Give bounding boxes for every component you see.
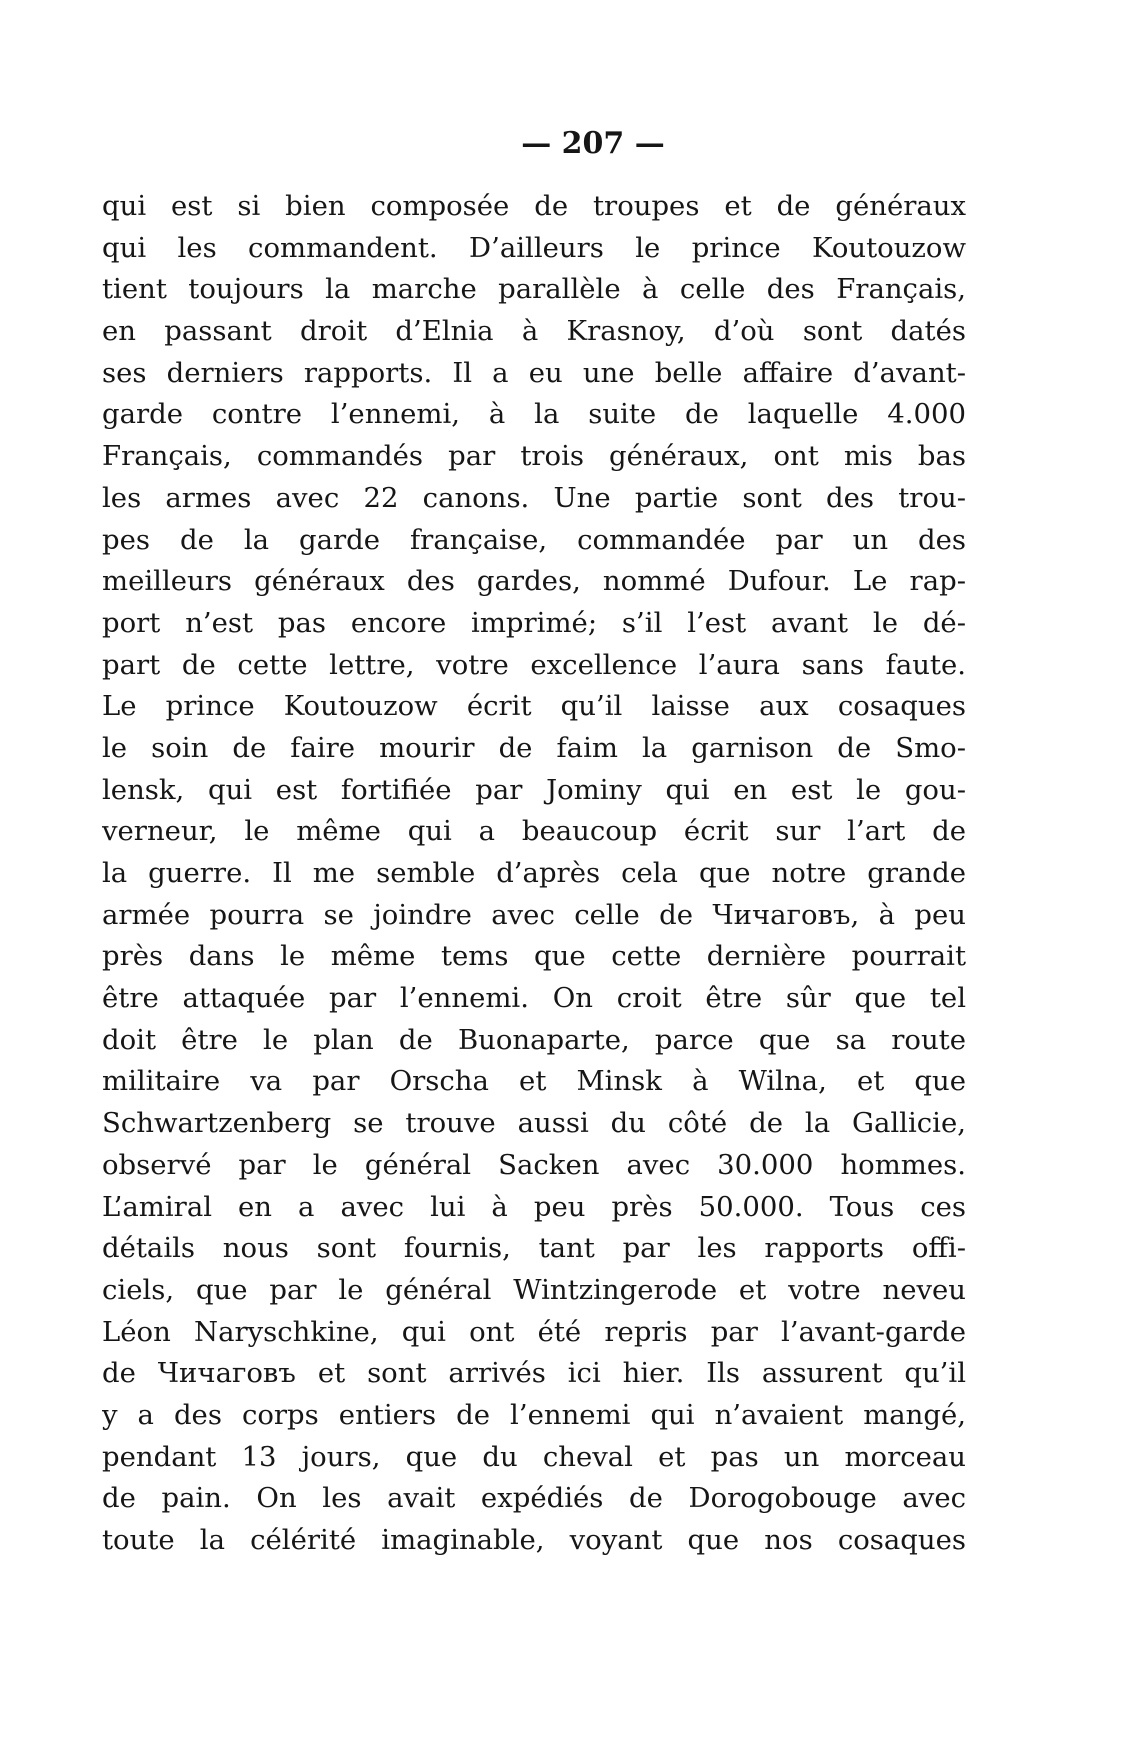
text-line: de pain. On les avait expédiés de Dorogobouge avec xyxy=(102,1482,966,1515)
text-line: Le prince Koutouzow écrit qu’il laisse aux cosaques xyxy=(102,690,966,723)
text-line: être attaquée par l’ennemi. On croit être sûr que tel xyxy=(102,982,966,1015)
text-line: garde contre l’ennemi, à la suite de laquelle 4.000 xyxy=(102,398,966,431)
text-line: détails nous sont fournis, tant par les rapports offi- xyxy=(102,1232,966,1265)
text-line: doit être le plan de Buonaparte, parce que sa route xyxy=(102,1023,966,1056)
text-line: Léon Naryschkine, qui ont été repris par l’avant-garde xyxy=(102,1315,966,1348)
text-line: toute la célérité imaginable, voyant que nos cosaques xyxy=(102,1524,966,1556)
text-line: port n’est pas encore imprimé; s’il l’est avant le dé- xyxy=(102,606,966,639)
text-line: près dans le même tems que cette dernière pourrait xyxy=(102,940,966,973)
text-line: verneur, le même qui a beaucoup écrit sur l’art de xyxy=(102,815,966,848)
text-line: ses derniers rapports. Il a eu une belle affaire d’avant- xyxy=(102,356,966,389)
text-line: armée pourra se joindre avec celle de Чичаговъ, à peu xyxy=(102,898,966,931)
text-line: meilleurs généraux des gardes, nommé Dufour. Le rap- xyxy=(102,565,966,598)
text-line: les armes avec 22 canons. Une partie sont des trou- xyxy=(102,481,966,514)
text-line: qui est si bien composée de troupes et de généraux xyxy=(102,190,966,222)
text-line: L’amiral en a avec lui à peu près 50.000. Tous ces xyxy=(102,1190,966,1223)
text-line: pendant 13 jours, que du cheval et pas un morceau xyxy=(102,1440,966,1473)
text-line: lensk, qui est fortifiée par Jominy qui en est le gou- xyxy=(102,773,966,806)
text-line: tient toujours la marche parallèle à celle des Français, xyxy=(102,273,966,306)
text-line: part de cette lettre, votre excellence l’aura sans faute. xyxy=(102,648,966,681)
text-line: y a des corps entiers de l’ennemi qui n’avaient mangé, xyxy=(102,1398,966,1431)
text-line: pes de la garde française, commandée par un des xyxy=(102,523,966,556)
body-text xyxy=(102,186,966,1562)
text-line: de Чичаговъ et sont arrivés ici hier. Ils assurent qu’il xyxy=(102,1357,966,1390)
text-line: la guerre. Il me semble d’après cela que notre grande xyxy=(102,857,966,889)
page-number: — 207 — xyxy=(521,126,665,161)
text-line: ciels, que par le général Wintzingerode et votre neveu xyxy=(102,1273,966,1306)
text-line: observé par le général Sacken avec 30.000 hommes. xyxy=(102,1148,966,1181)
text-line: militaire va par Orscha et Minsk à Wilna, et que xyxy=(102,1065,966,1098)
text-line: Français, commandés par trois généraux, ont mis bas xyxy=(102,440,966,473)
text-line: Schwartzenberg se trouve aussi du côté de la Gallicie, xyxy=(102,1107,966,1140)
text-line: le soin de faire mourir de faim la garnison de Smo- xyxy=(102,731,966,764)
text-line: qui les commandent. D’ailleurs le prince Koutouzow xyxy=(102,231,966,264)
text-line: en passant droit d’Elnia à Krasnoy, d’où sont datés xyxy=(102,315,966,348)
